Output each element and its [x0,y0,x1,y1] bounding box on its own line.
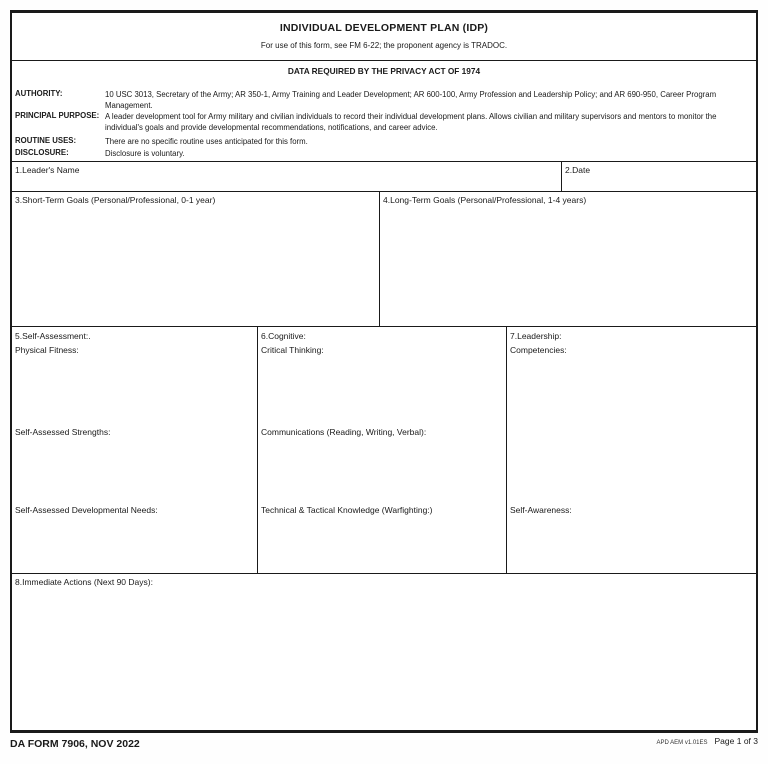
critical-thinking-label: Critical Thinking: [261,345,324,355]
short-term-goals-field[interactable] [12,192,380,326]
authority-value: 10 USC 3013, Secretary of the Army; AR 350-1, Army Training and Leader Development; AR 600-100, Army Profession and Leadership Policy; and AR 690-950, Career Program Management. [105,90,717,110]
short-term-goals-label: 3.Short-Term Goals (Personal/Professional, 0-1 year) [15,195,216,205]
self-assessment-heading: 5.Self-Assessment:. [15,331,91,341]
privacy-act-section [12,61,756,162]
communications-label: Communications (Reading, Writing, Verbal): [261,427,427,437]
assessment-row [12,327,756,574]
date-field[interactable] [562,162,756,191]
footer-right [656,736,758,746]
long-term-goals-label: 4.Long-Term Goals (Personal/Professional, 1-4 years) [383,195,587,205]
cognitive-heading: 6.Cognitive: [261,331,306,341]
leadership-field[interactable] [507,327,756,573]
self-assessment-field[interactable] [12,327,258,573]
privacy-heading: DATA REQUIRED BY THE PRIVACY ACT OF 1974 [287,66,481,76]
privacy-row-authority [15,89,752,111]
immediate-actions-field[interactable] [12,574,756,730]
self-assessed-strengths-label: Self-Assessed Strengths: [15,427,111,437]
principal-purpose-label: PRINCIPAL PURPOSE: [15,111,100,120]
long-term-goals-field[interactable] [380,192,756,326]
goals-row [12,192,756,327]
form-title: INDIVIDUAL DEVELOPMENT PLAN (IDP) [279,22,489,34]
privacy-row-routine-uses [15,136,752,147]
routine-uses-label: ROUTINE USES: [15,136,77,145]
date-label: 2.Date [565,165,591,175]
routine-uses-value: There are no specific routine uses anticipated for this form. [105,137,308,146]
apd-version: APD AEM v1.01ES [656,740,708,746]
competencies-label: Competencies: [510,345,567,355]
immediate-actions-label: 8.Immediate Actions (Next 90 Days): [15,577,153,587]
disclosure-label: DISCLOSURE: [15,148,69,157]
immediate-actions-row [12,574,756,730]
disclosure-value: Disclosure is voluntary. [105,149,185,158]
form-subtitle: For use of this form, see FM 6-22; the proponent agency is TRADOC. [260,41,508,50]
form-header [12,13,756,61]
technical-tactical-knowledge-label: Technical & Tactical Knowledge (Warfighting:) [261,505,433,515]
name-date-row [12,162,756,192]
self-awareness-label: Self-Awareness: [510,505,572,515]
privacy-row-disclosure [15,148,752,159]
leader-name-field[interactable] [12,162,562,191]
principal-purpose-value: A leader development tool for Army military and civilian individuals to record their individual development plans. Allows civilian and military supervisors and mentors to monitor the individual's goals and provide developmental recommendations, notifications, and career advice. [105,112,717,132]
da-form-7906 [10,10,758,733]
page-number: Page 1 of 3 [714,736,758,746]
leader-name-label: 1.Leader's Name [15,165,80,175]
form-number: DA FORM 7906, NOV 2022 [10,738,140,750]
authority-label: AUTHORITY: [15,89,63,98]
physical-fitness-label: Physical Fitness: [15,345,79,355]
cognitive-field[interactable] [258,327,507,573]
self-assessed-developmental-needs-label: Self-Assessed Developmental Needs: [15,505,158,515]
leadership-heading: 7.Leadership: [510,331,562,341]
privacy-row-principal-purpose [15,111,752,133]
